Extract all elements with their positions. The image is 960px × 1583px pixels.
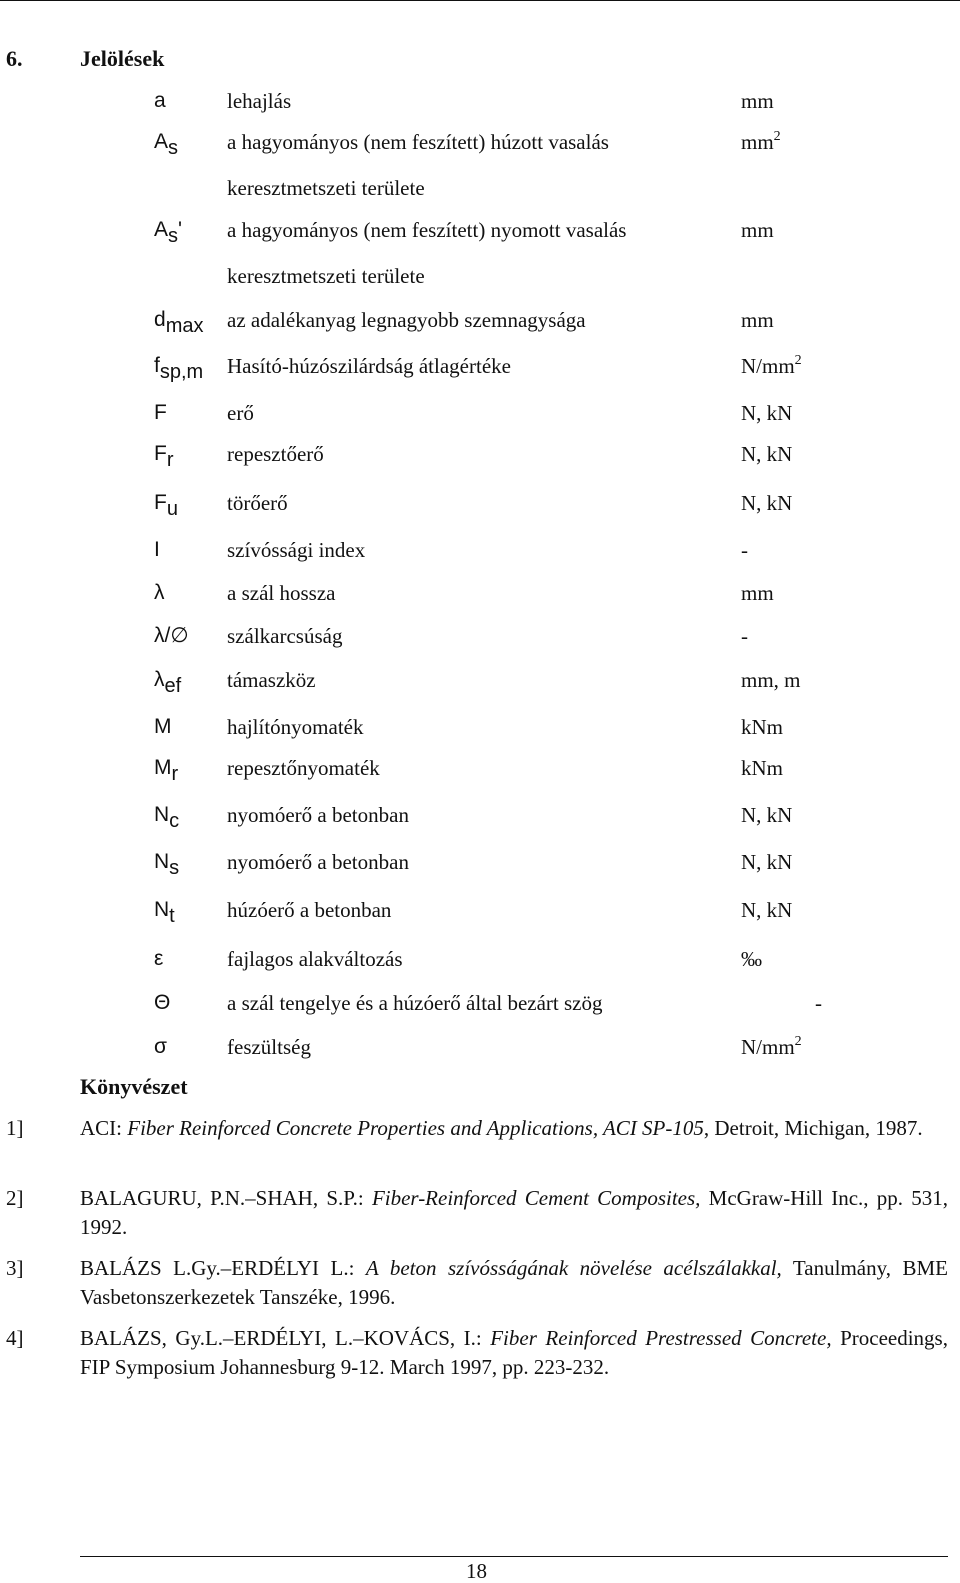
reference-entry: ACI: Fiber Reinforced Concrete Properties and Applications, ACI SP-105, Detroit, Michigan, 1987. xyxy=(80,1116,923,1140)
notation-symbol: λ/∅ xyxy=(154,624,189,647)
section-number: 6. xyxy=(6,46,23,71)
notation-description: a hagyományos (nem feszített) húzott vasalás xyxy=(227,130,609,154)
notation-symbol: Θ xyxy=(154,991,171,1014)
notation-symbol: $N_c$ xyxy=(154,803,180,832)
notation-unit: N, kN xyxy=(741,850,793,874)
notation-description: húzóerő a betonban xyxy=(227,898,392,922)
notation-symbol: $\lambda_{ef}$ xyxy=(154,668,182,697)
notation-description: keresztmetszeti területe xyxy=(227,264,425,288)
notation-description: a szál hossza xyxy=(227,581,336,605)
notation-symbol: I xyxy=(154,538,160,561)
notation-unit: kNm xyxy=(741,715,783,739)
notation-symbol: F xyxy=(154,401,167,424)
notation-unit: mm xyxy=(741,581,774,605)
notation-unit: mm xyxy=(741,218,774,242)
reference-number: 1] xyxy=(6,1116,24,1140)
notation-description: az adalékanyag legnagyobb szemnagysága xyxy=(227,308,586,332)
notation-symbol: λ xyxy=(154,581,165,604)
notation-symbol: $A_s'$ xyxy=(154,218,183,247)
reference-number: 2] xyxy=(6,1186,24,1210)
notation-description: Hasító-húzószilárdság átlagértéke xyxy=(227,354,511,378)
notation-symbol: ε xyxy=(154,947,164,970)
reference-entry: BALÁZS, Gy.L.–ERDÉLYI, L.–KOVÁCS, I.: Fiber Reinforced Prestressed Concrete, Proceedings, FIP Symposium Johannesburg 9-12. March 1997, pp. 223-232. xyxy=(80,1326,948,1379)
reference-entry: BALAGURU, P.N.–SHAH, S.P.: Fiber-Reinforced Cement Composites, McGraw-Hill Inc., pp. 531, 1992. xyxy=(80,1186,948,1239)
notation-symbol: $M_r$ xyxy=(154,756,179,785)
notation-symbol: σ xyxy=(154,1035,167,1058)
notation-description: nyomóerő a betonban xyxy=(227,803,409,827)
notation-unit: - xyxy=(815,991,822,1015)
notation-description: erő xyxy=(227,401,254,425)
notation-description: feszültség xyxy=(227,1035,311,1059)
notation-symbol: $F_r$ xyxy=(154,442,174,471)
notation-symbol: $N_s$ xyxy=(154,850,180,879)
notation-unit: N, kN xyxy=(741,442,793,466)
footer-rule xyxy=(80,1556,948,1557)
notation-unit: - xyxy=(741,538,748,562)
notation-description: nyomóerő a betonban xyxy=(227,850,409,874)
notation-symbol: $N_t$ xyxy=(154,898,175,927)
notation-unit: mm xyxy=(741,308,774,332)
reference-number: 4] xyxy=(6,1326,24,1350)
notation-description: hajlítónyomaték xyxy=(227,715,364,739)
notation-description: a hagyományos (nem feszített) nyomott vasalás xyxy=(227,218,627,242)
notation-unit: - xyxy=(741,624,748,648)
reference-number: 3] xyxy=(6,1256,24,1280)
notation-description: repesztőerő xyxy=(227,442,324,466)
notation-unit: $mm^2$ xyxy=(741,129,781,154)
notation-unit: kNm xyxy=(741,756,783,780)
section-title: Jelölések xyxy=(80,46,165,71)
notation-description: szálkarcsúság xyxy=(227,624,343,648)
notation-description: repesztőnyomaték xyxy=(227,756,380,780)
notation-unit: N, kN xyxy=(741,898,793,922)
notation-unit: $N/mm^2$ xyxy=(741,353,802,378)
bibliography-title: Könyvészet xyxy=(80,1074,188,1099)
reference-entry: BALÁZS L.Gy.–ERDÉLYI L.: A beton szívósságának növelése acélszálakkal, Tanulmány, BME Vasbetonszerkezetek Tanszéke, 1996. xyxy=(80,1256,948,1309)
notation-symbol: $A_s$ xyxy=(154,130,179,159)
page-number: 18 xyxy=(466,1559,487,1583)
notation-unit: mm, m xyxy=(741,668,801,692)
notation-unit: N, kN xyxy=(741,803,793,827)
notation-unit: $N/mm^2$ xyxy=(741,1034,802,1059)
notation-unit: N, kN xyxy=(741,401,793,425)
notation-description: fajlagos alakváltozás xyxy=(227,947,403,971)
notation-symbol: M xyxy=(154,715,172,738)
notation-description: a szál tengelye és a húzóerő által bezárt szög xyxy=(227,991,603,1015)
notation-unit: N, kN xyxy=(741,491,793,515)
notation-symbol: $F_u$ xyxy=(154,491,178,520)
top-rule xyxy=(0,0,960,1)
notation-description: támaszköz xyxy=(227,668,316,692)
notation-symbol: a xyxy=(154,89,166,112)
notation-description: lehajlás xyxy=(227,89,292,113)
notation-description: törőerő xyxy=(227,491,288,515)
notation-symbol: $d_{max}$ xyxy=(154,308,204,337)
notation-symbol: $f_{sp,m}$ xyxy=(154,354,204,383)
notation-unit: ‰ xyxy=(741,947,762,971)
notation-description: keresztmetszeti területe xyxy=(227,176,425,200)
notation-unit: mm xyxy=(741,89,774,113)
notation-description: szívóssági index xyxy=(227,538,366,562)
